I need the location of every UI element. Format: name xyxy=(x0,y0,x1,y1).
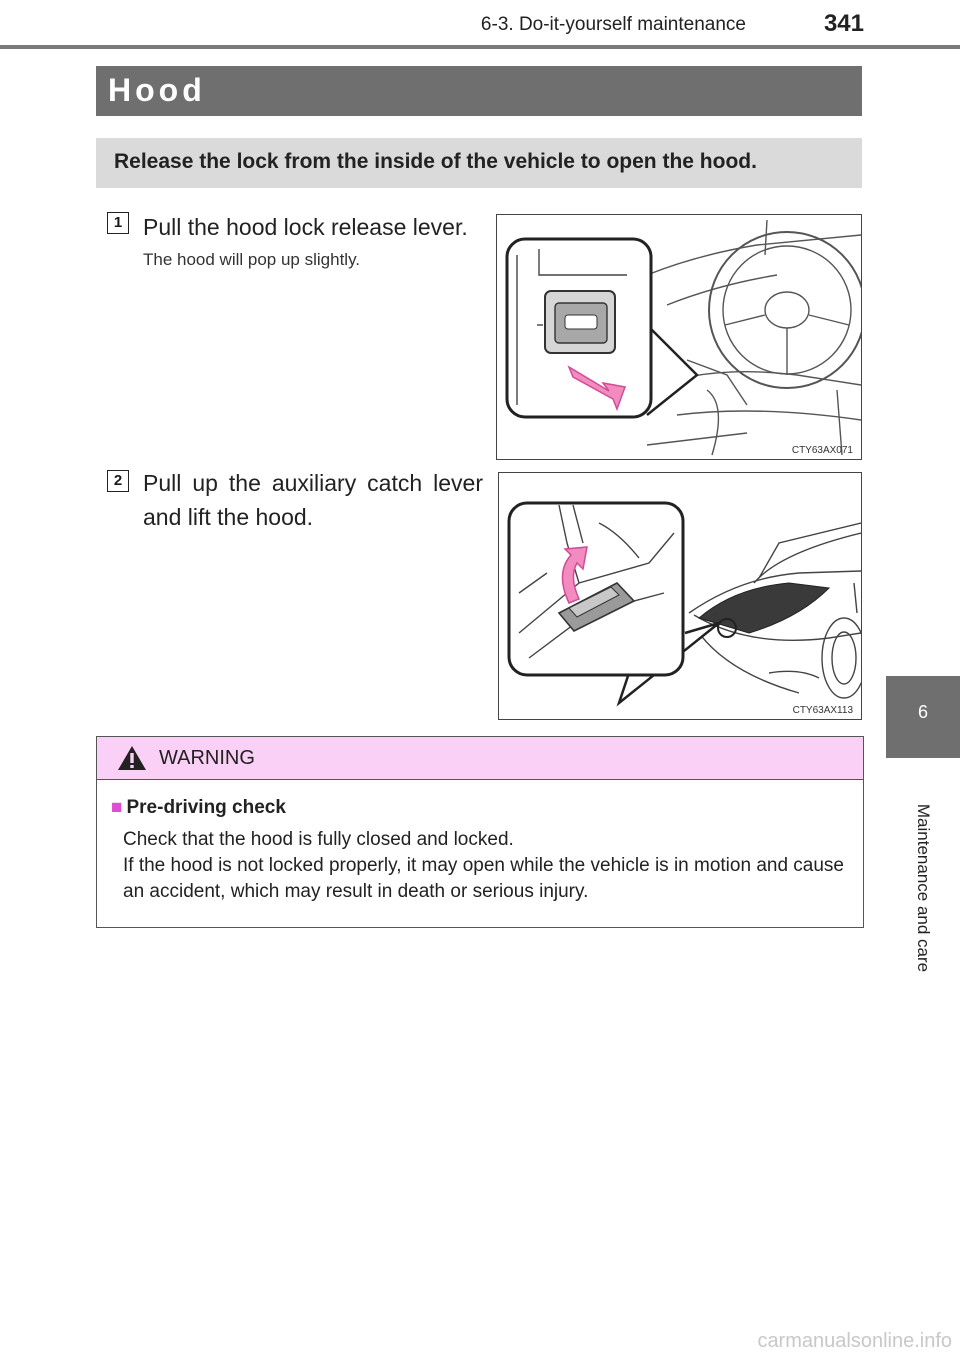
step-1-note: The hood will pop up slightly. xyxy=(143,250,361,269)
chapter-label-tab xyxy=(886,758,960,1018)
step-2-text: Pull up the auxiliary catch lever and lift the hood. xyxy=(143,470,483,530)
figure-hood-release-lever xyxy=(496,214,862,460)
auxiliary-catch-lever-illustration xyxy=(499,473,861,719)
figure-code-1: CTY63AX071 xyxy=(791,445,853,456)
figure-auxiliary-catch-lever xyxy=(498,472,862,720)
warning-triangle-icon xyxy=(117,745,147,771)
section-title: Hood xyxy=(108,72,206,108)
bullet-square-icon: ■ xyxy=(111,797,123,818)
warning-header xyxy=(97,737,863,780)
step-number-1: 1 xyxy=(107,212,129,234)
hood-release-lever-illustration xyxy=(497,215,861,459)
intro-box xyxy=(96,138,862,188)
step-number-2: 2 xyxy=(107,470,129,492)
chapter-label: Maintenance and care xyxy=(914,803,933,973)
watermark: carmanualsonline.info xyxy=(757,1330,952,1352)
step-1-text: Pull the hood lock release lever. xyxy=(143,214,468,240)
section-title-bar xyxy=(96,66,862,116)
warning-body xyxy=(123,827,853,905)
warning-line-2: If the hood is not locked properly, it may open while the vehicle is in motion and cause an accident, which may result in death or serious injury. xyxy=(123,855,844,902)
page-number: 341 xyxy=(823,10,864,37)
warning-subtitle-text: Pre-driving check xyxy=(126,797,286,818)
chapter-number: 6 xyxy=(917,702,928,722)
running-header-section: 6-3. Do-it-yourself maintenance xyxy=(480,14,746,35)
figure-code-2: CTY63AX113 xyxy=(792,705,853,716)
header-rule xyxy=(0,45,960,49)
warning-subtitle xyxy=(111,797,286,819)
warning-box xyxy=(96,736,864,928)
intro-text: Release the lock from the inside of the vehicle to open the hood. xyxy=(114,150,757,173)
chapter-tab xyxy=(886,676,960,758)
warning-line-1: Check that the hood is fully closed and locked. xyxy=(123,829,514,850)
warning-title: WARNING xyxy=(159,747,255,769)
